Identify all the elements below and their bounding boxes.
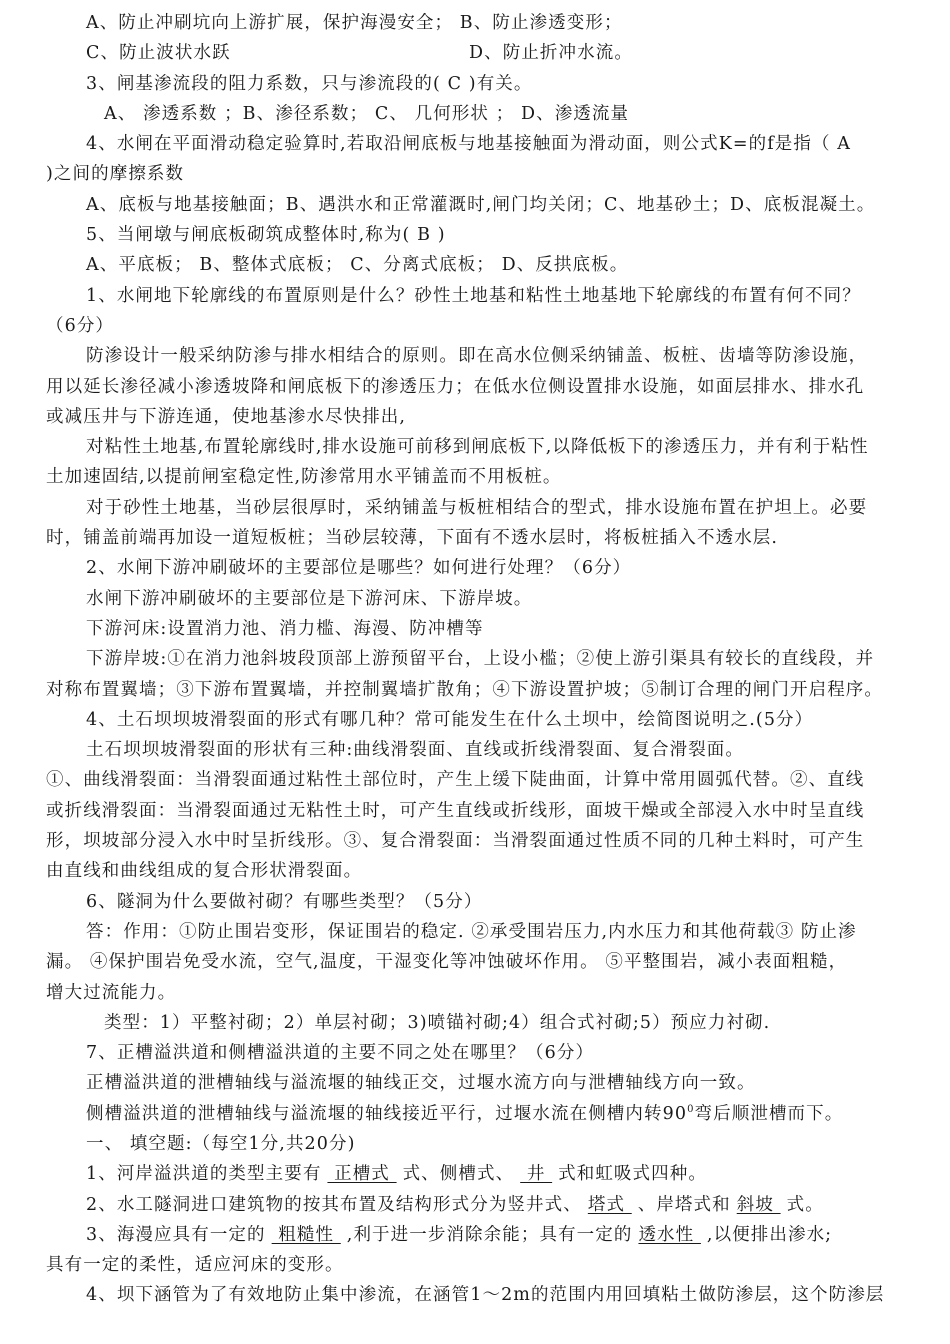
question-text: 式、侧槽式、 bbox=[402, 1164, 515, 1185]
answer-line: 时，铺盖前端再加设一道短板桩；当砂层较薄，下面有不透水层时，将板桩插入不透水层. bbox=[46, 528, 779, 549]
question-line: 6、隧洞为什么要做衬砌？有哪些类型？（5分） bbox=[86, 891, 483, 912]
question-line: 4、土石坝坝坡滑裂面的形式有哪几种？常可能发生在什么土坝中，绘简图说明之.(5分） bbox=[86, 709, 814, 730]
fill-blank-line bbox=[46, 1159, 906, 1189]
question-text: ,以便排出渗水; bbox=[706, 1224, 833, 1245]
answer-line: 漏。 ④保护围岩免受水流，空气,温度，干湿变化等冲蚀破坏作用。 ⑤平整围岩，减小表面粗糙， bbox=[46, 952, 848, 973]
option-line bbox=[46, 38, 906, 68]
answer-line: 下游岸坡:①在消力池斜坡段顶部上游预留平台，上设小槛；②使上游引渠具有较长的直线段，并 bbox=[86, 649, 875, 670]
answer-line: 土加速固结,以提前闸室稳定性,防渗常用水平铺盖而不用板桩。 bbox=[46, 467, 562, 488]
answer-text: 侧槽溢洪道的泄槽轴线与溢流堰的轴线接近平行，过堰水流在侧槽内转90 bbox=[86, 1103, 688, 1124]
answer-line: 土石坝坝坡滑裂面的形状有三种:曲线滑裂面、直线或折线滑裂面、复合滑裂面。 bbox=[86, 740, 744, 761]
answer-line: 答：作用：①防止围岩变形，保证围岩的稳定. ②承受围岩压力,内水压力和其他荷载③ 防止渗 bbox=[86, 921, 857, 942]
question-continuation: （6分） bbox=[46, 315, 115, 336]
blank-answer: 斜坡 bbox=[736, 1194, 781, 1215]
question-line: 1、水闸地下轮廓线的布置原则是什么？砂性土地基和粘性土地基地下轮廓线的布置有何不同？ bbox=[86, 285, 861, 306]
option-line: A、平底板； B、整体式底板； C、分离式底板； D、反拱底板。 bbox=[86, 255, 629, 276]
answer-line: 水闸下游冲刷破坏的主要部位是下游河床、下游岸坡。 bbox=[86, 588, 533, 609]
document-page bbox=[46, 8, 906, 1311]
option-line: A、防止冲刷坑向上游扩展，保护海漫安全； B、防止渗透变形； bbox=[86, 13, 623, 33]
blank-answer: 粗糙性 bbox=[271, 1224, 341, 1245]
blank-answer: 井 bbox=[520, 1164, 553, 1185]
answer-line: 用以延长渗径减小渗透坡降和闸底板下的渗透压力；在低水位侧设置排水设施，如面层排水、排水孔 bbox=[46, 376, 865, 397]
question-text: 2、水工隧洞进口建筑物的按其布置及结构形式分为竖井式、 bbox=[86, 1194, 582, 1215]
question-continuation: )之间的摩擦系数 bbox=[46, 164, 185, 185]
answer-line: 增大过流能力。 bbox=[46, 982, 177, 1003]
question-text: 式。 bbox=[786, 1194, 824, 1215]
fill-blank-line bbox=[46, 1220, 906, 1250]
answer-text: 弯后顺泄槽而下。 bbox=[694, 1103, 844, 1124]
fill-blank-line bbox=[46, 1190, 906, 1220]
option-line: A、 渗透系数 ；B、渗径系数； C、 几何形状 ； D、渗透流量 bbox=[104, 103, 630, 124]
answer-line: ①、曲线滑裂面：当滑裂面通过粘性土部位时，产生上缓下陡曲面，计算中常用圆弧代替。②、直线 bbox=[46, 770, 865, 791]
question-line: 7、正槽溢洪道和侧槽溢洪道的主要不同之处在哪里？（6分） bbox=[86, 1043, 595, 1064]
question-line: 3、闸基渗流段的阻力系数，只与渗流段的( C )有关。 bbox=[86, 73, 533, 94]
question-text: 3、海漫应具有一定的 bbox=[86, 1224, 266, 1245]
answer-line: 正槽溢洪道的泄槽轴线与溢流堰的轴线正交，过堰水流方向与泄槽轴线方向一致。 bbox=[86, 1073, 756, 1094]
question-line: 5、当闸墩与闸底板砌筑成整体时,称为( B ) bbox=[86, 225, 446, 246]
answer-line: 形，坝坡部分浸入水中时呈折线形。③、复合滑裂面：当滑裂面通过性质不同的几种土料时，可产生 bbox=[46, 831, 865, 852]
question-text: 式和虹吸式四种。 bbox=[558, 1164, 707, 1185]
answer-line: 类型：1）平整衬砌；2）单层衬砌；3)喷锚衬砌;4）组合式衬砌;5）预应力衬砌. bbox=[104, 1012, 771, 1033]
question-line: 4、坝下涵管为了有效地防止集中渗流，在涵管1～2m的范围内用回填粘土做防渗层，这个防渗层 bbox=[86, 1285, 885, 1306]
option-d: D、防止折冲水流。 bbox=[469, 43, 633, 64]
answer-line: 下游河床:设置消力池、消力槛、海漫、防冲槽等 bbox=[86, 618, 484, 639]
answer-line bbox=[46, 1099, 906, 1129]
option-line: A、底板与地基接触面；B、遇洪水和正常灌溉时,闸门均关闭；C、地基砂土；D、底板混凝土。 bbox=[86, 194, 876, 215]
degree-superscript: 0 bbox=[687, 1103, 695, 1115]
question-line: 4、水闸在平面滑动稳定验算时,若取沿闸底板与地基接触面为滑动面，则公式K=的f是指（ A bbox=[86, 134, 852, 155]
question-continuation: 具有一定的柔性，适应河床的变形。 bbox=[46, 1255, 344, 1276]
answer-line: 或减压井与下游连通，使地基渗水尽快排出, bbox=[46, 406, 407, 427]
answer-line: 对称布置翼墙；③下游布置翼墙，并控制翼墙扩散角；④下游设置护坡；⑤制订合理的闸门开启程序。 bbox=[46, 679, 883, 700]
answer-line: 对粘性土地基,布置轮廓线时,排水设施可前移到闸底板下,以降低板下的渗透压力，并有利于粘性 bbox=[86, 437, 869, 458]
answer-line: 防渗设计一般采纳防渗与排水相结合的原则。即在高水位侧采纳铺盖、板桩、齿墙等防渗设施， bbox=[86, 346, 868, 367]
section-heading: 一、 填空题:（每空1分,共20分) bbox=[86, 1133, 356, 1154]
question-text: 1、河岸溢洪道的类型主要有 bbox=[86, 1164, 322, 1185]
question-text: 、岸塔式和 bbox=[637, 1194, 731, 1215]
answer-line: 对于砂性土地基，当砂层很厚时，采纳铺盖与板桩相结合的型式，排水设施布置在护坦上。必要 bbox=[86, 497, 868, 518]
blank-answer: 正槽式 bbox=[327, 1164, 397, 1185]
answer-line: 或折线滑裂面：当滑裂面通过无粘性土时，可产生直线或折线形，面坡干燥或全部浸入水中时呈直线 bbox=[46, 800, 865, 821]
question-line: 2、水闸下游冲刷破坏的主要部位是哪些？如何进行处理？（6分） bbox=[86, 558, 632, 579]
question-text: ,利于进一步消除余能；具有一定的 bbox=[346, 1224, 633, 1245]
option-c: C、防止波状水跃 bbox=[86, 43, 231, 64]
blank-answer: 塔式 bbox=[587, 1194, 632, 1215]
answer-line: 由直线和曲线组成的复合形状滑裂面。 bbox=[46, 861, 363, 882]
blank-answer: 透水性 bbox=[638, 1224, 701, 1245]
